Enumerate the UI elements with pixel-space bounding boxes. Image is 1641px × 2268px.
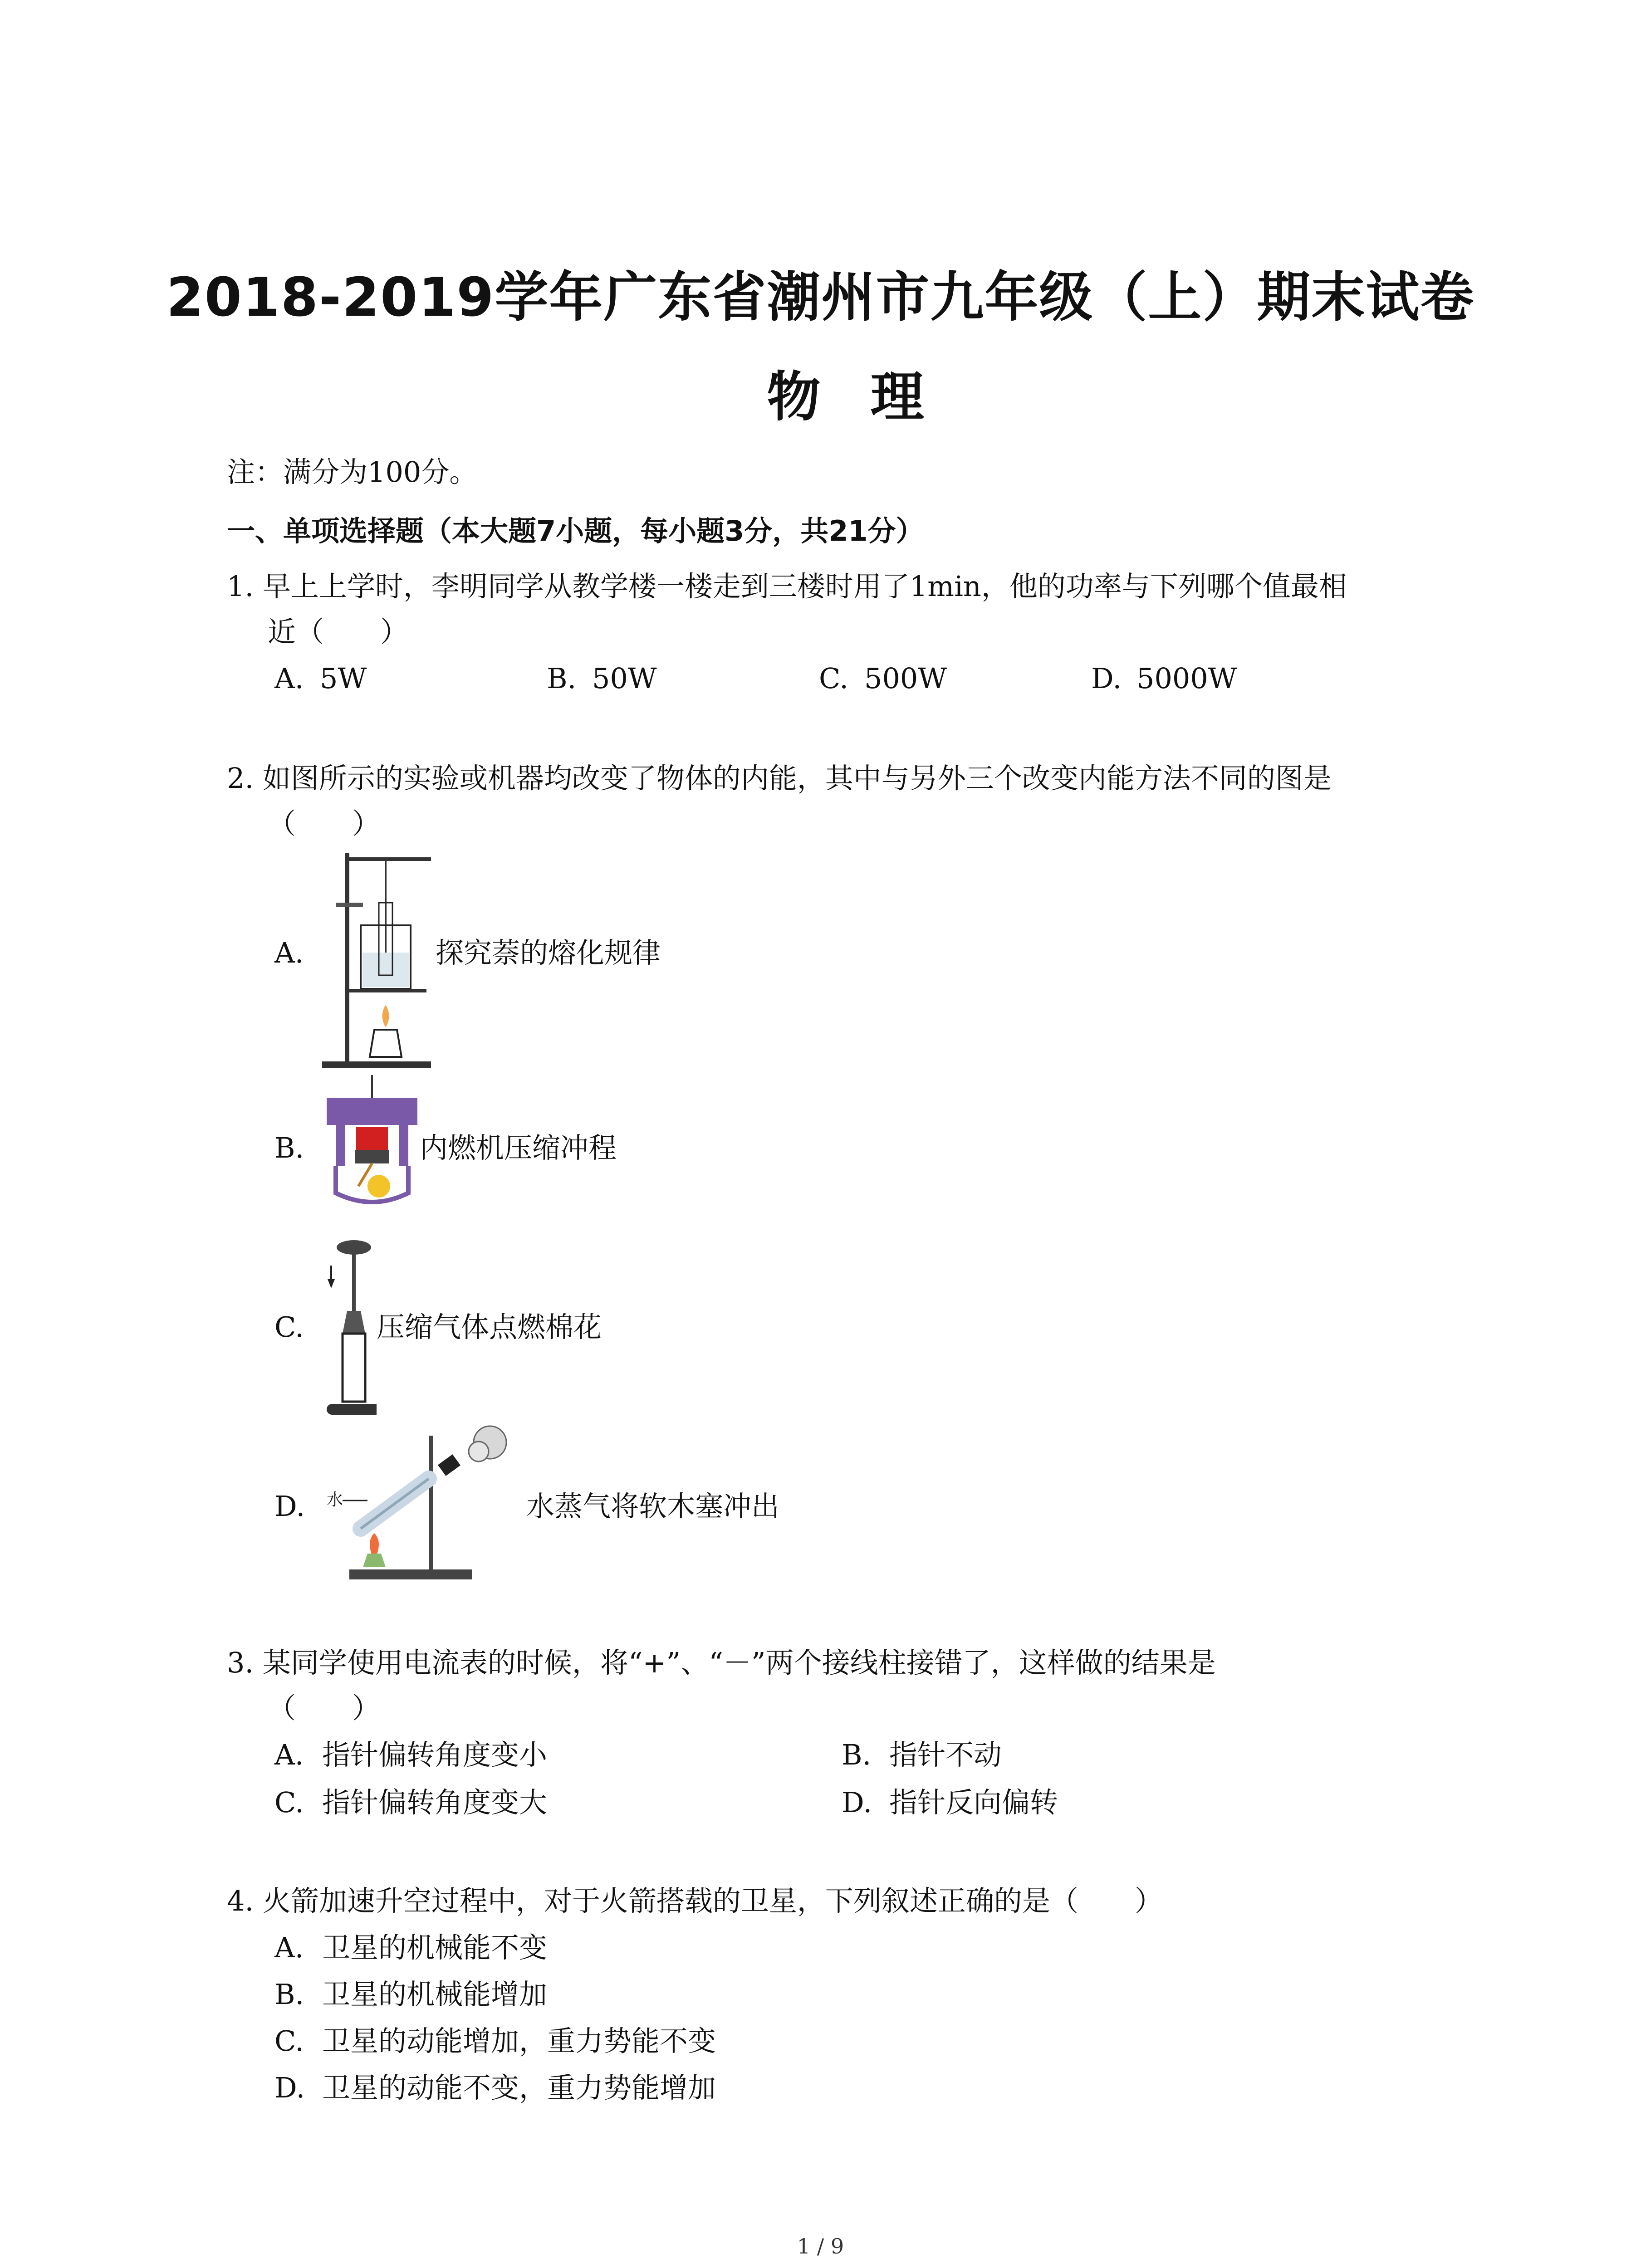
q4-option-d-key: D. xyxy=(274,2071,305,2104)
q2-option-d-key: D. xyxy=(274,1490,305,1523)
q4-option-d: 卫星的动能不变，重力势能增加 xyxy=(322,2071,716,2104)
engine-compression-stroke-figure xyxy=(318,1070,431,1207)
q1-option-b-key: B. xyxy=(547,662,577,695)
q1-option-b: 50W xyxy=(592,662,657,695)
q2-option-c: 压缩气体点燃棉花 xyxy=(377,1310,602,1344)
gas-compression-syringe-figure xyxy=(318,1238,377,1424)
q1-option-d: 5000W xyxy=(1136,662,1237,695)
q3-option-b: 指针不动 xyxy=(889,1738,1002,1771)
question-2-line2: （ ） xyxy=(268,807,381,840)
question-3-line1: 3. 某同学使用电流表的时候，将“+”、“－”两个接线柱接错了，这样做的结果是 xyxy=(227,1646,1216,1679)
q4-option-a: 卫星的机械能不变 xyxy=(322,1931,548,1964)
q4-option-a-key: A. xyxy=(274,1931,304,1964)
q3-option-c-key: C. xyxy=(274,1786,304,1819)
q2-option-a-key: A. xyxy=(274,936,304,969)
question-2-line1: 2. 如图所示的实验或机器均改变了物体的内能，其中与另外三个改变内能方法不同的图是 xyxy=(227,762,1332,795)
q2-option-d: 水蒸气将软木塞冲出 xyxy=(526,1490,780,1523)
section-heading: 一、单项选择题（本大题7小题，每小题3分，共21分） xyxy=(227,514,924,547)
question-3-line2: （ ） xyxy=(268,1691,381,1725)
q4-option-b-key: B. xyxy=(274,1978,304,2011)
q4-option-c-key: C. xyxy=(274,2024,304,2058)
q2-option-b: 内燃机压缩冲程 xyxy=(420,1131,617,1164)
question-1-line1: 1. 早上上学时，李明同学从教学楼一楼走到三楼时用了1min，他的功率与下列哪个值最相 xyxy=(227,570,1347,603)
question-4-line1: 4. 火箭加速升空过程中，对于火箭搭载的卫星，下列叙述正确的是（ ） xyxy=(227,1884,1163,1917)
q4-option-b: 卫星的机械能增加 xyxy=(322,1978,548,2011)
q2-option-b-key: B. xyxy=(274,1131,304,1164)
naphthalene-melting-apparatus-figure xyxy=(318,848,436,1070)
q1-option-d-key: D. xyxy=(1091,662,1122,695)
q1-option-a-key: A. xyxy=(274,662,304,695)
q3-option-d: 指针反向偏转 xyxy=(889,1786,1058,1819)
subject-title: 物理 xyxy=(767,366,974,428)
q3-option-b-key: B. xyxy=(842,1738,872,1771)
steam-test-tube-figure xyxy=(318,1424,526,1588)
q2-option-c-key: C. xyxy=(274,1310,304,1344)
q3-option-d-key: D. xyxy=(842,1786,872,1819)
q3-option-c: 指针偏转角度变大 xyxy=(322,1786,548,1819)
q1-option-a: 5W xyxy=(320,662,367,695)
q3-option-a-key: A. xyxy=(274,1738,304,1771)
question-1-line2: 近（ ） xyxy=(268,615,409,648)
q4-option-c: 卫星的动能增加，重力势能不变 xyxy=(322,2024,716,2058)
q3-option-a: 指针偏转角度变小 xyxy=(322,1738,548,1771)
q2-option-a: 探究萘的熔化规律 xyxy=(436,936,661,969)
page-number: 1 / 9 xyxy=(797,2234,844,2258)
q1-option-c-key: C. xyxy=(819,662,848,695)
score-note: 注：满分为100分。 xyxy=(227,455,478,489)
water-label: 水 xyxy=(327,1491,343,1509)
q1-option-c: 500W xyxy=(864,662,947,695)
exam-title: 2018-2019学年广东省潮州市九年级（上）期末试卷 xyxy=(166,266,1475,328)
